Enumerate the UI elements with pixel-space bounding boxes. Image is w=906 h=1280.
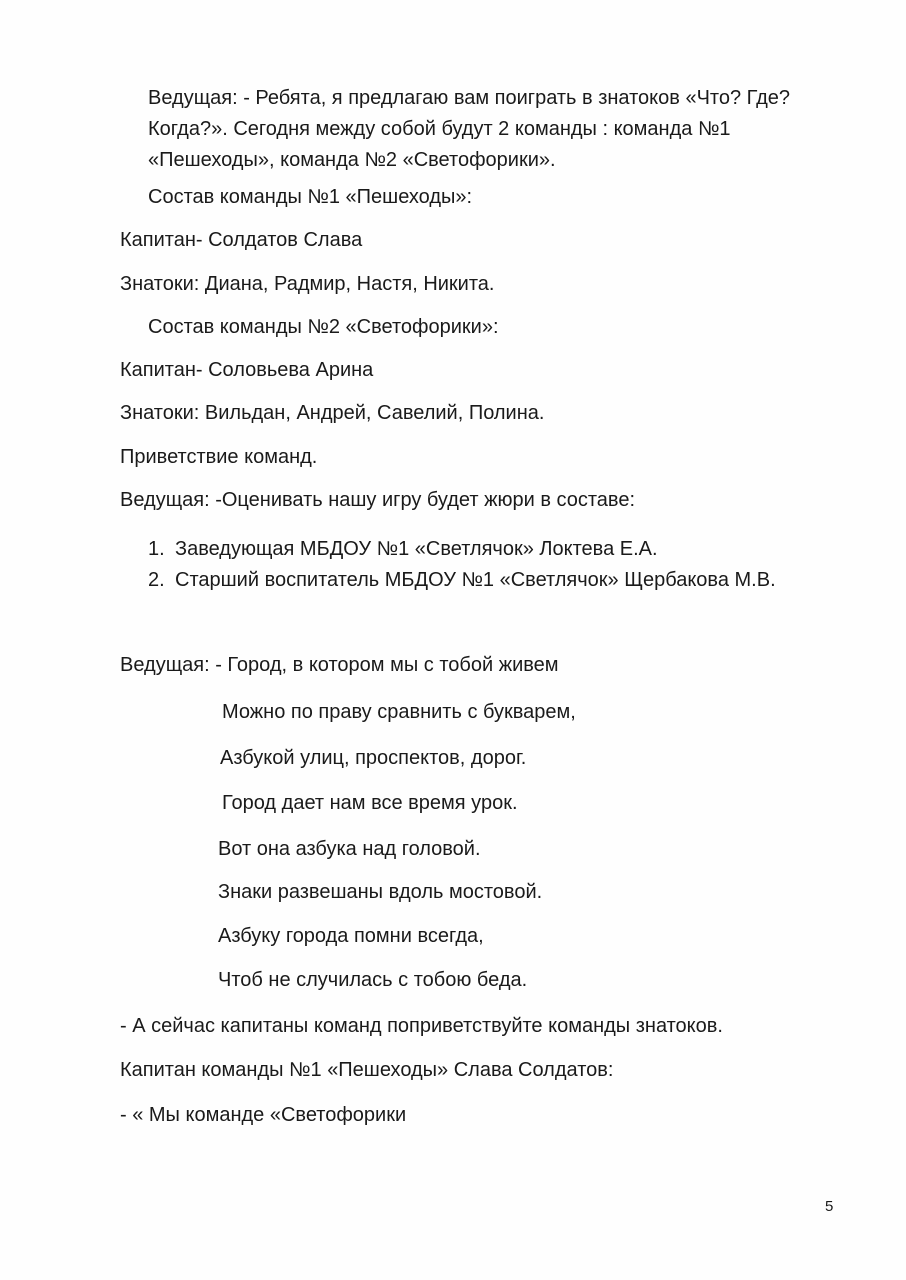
closing-line-3: - « Мы команде «Светофорики — [120, 1104, 407, 1126]
jury-member-1: Заведующая МБДОУ №1 «Светлячок» Локтева Е.А. — [175, 538, 658, 560]
poem-first-line: Ведущая: - Город, в котором мы с тобой живем — [120, 654, 559, 676]
team-greeting: Приветствие команд. — [120, 446, 318, 468]
team2-experts: Знатоки: Вильдан, Андрей, Савелий, Полина. — [120, 402, 545, 424]
jury-member-2: Старший воспитатель МБДОУ №1 «Светлячок» Щербакова М.В. — [175, 569, 776, 591]
intro-line-3: «Пешеходы», команда №2 «Светофорики». — [148, 149, 556, 171]
closing-line-1: - А сейчас капитаны команд поприветствуйте команды знатоков. — [120, 1015, 723, 1037]
intro-line-2: Когда?». Сегодня между собой будут 2 команды : команда №1 — [148, 118, 731, 140]
poem-line: Азбукой улиц, проспектов, дорог. — [220, 747, 527, 769]
jury-member-number-2: 2. — [148, 569, 165, 591]
team2-heading: Состав команды №2 «Светофорики»: — [148, 316, 499, 338]
poem-line: Город дает нам все время урок. — [222, 792, 518, 814]
poem-line: Можно по праву сравнить с букварем, — [222, 701, 576, 723]
team1-captain: Капитан- Солдатов Слава — [120, 229, 363, 251]
jury-intro: Ведущая: -Оценивать нашу игру будет жюри в составе: — [120, 489, 636, 511]
poem-line: Азбуку города помни всегда, — [218, 925, 484, 947]
team2-captain: Капитан- Соловьева Арина — [120, 359, 374, 381]
jury-member-number-1: 1. — [148, 538, 165, 560]
team1-heading: Состав команды №1 «Пешеходы»: — [148, 186, 473, 208]
intro-line-1: Ведущая: - Ребята, я предлагаю вам поиграть в знатоков «Что? Где? — [148, 87, 791, 109]
page-number: 5 — [825, 1198, 834, 1215]
closing-line-2: Капитан команды №1 «Пешеходы» Слава Солдатов: — [120, 1059, 614, 1081]
team1-experts: Знатоки: Диана, Радмир, Настя, Никита. — [120, 273, 495, 295]
poem-line: Знаки развешаны вдоль мостовой. — [218, 881, 543, 903]
poem-line: Вот она азбука над головой. — [218, 838, 481, 860]
poem-line: Чтоб не случилась с тобою беда. — [218, 969, 528, 991]
